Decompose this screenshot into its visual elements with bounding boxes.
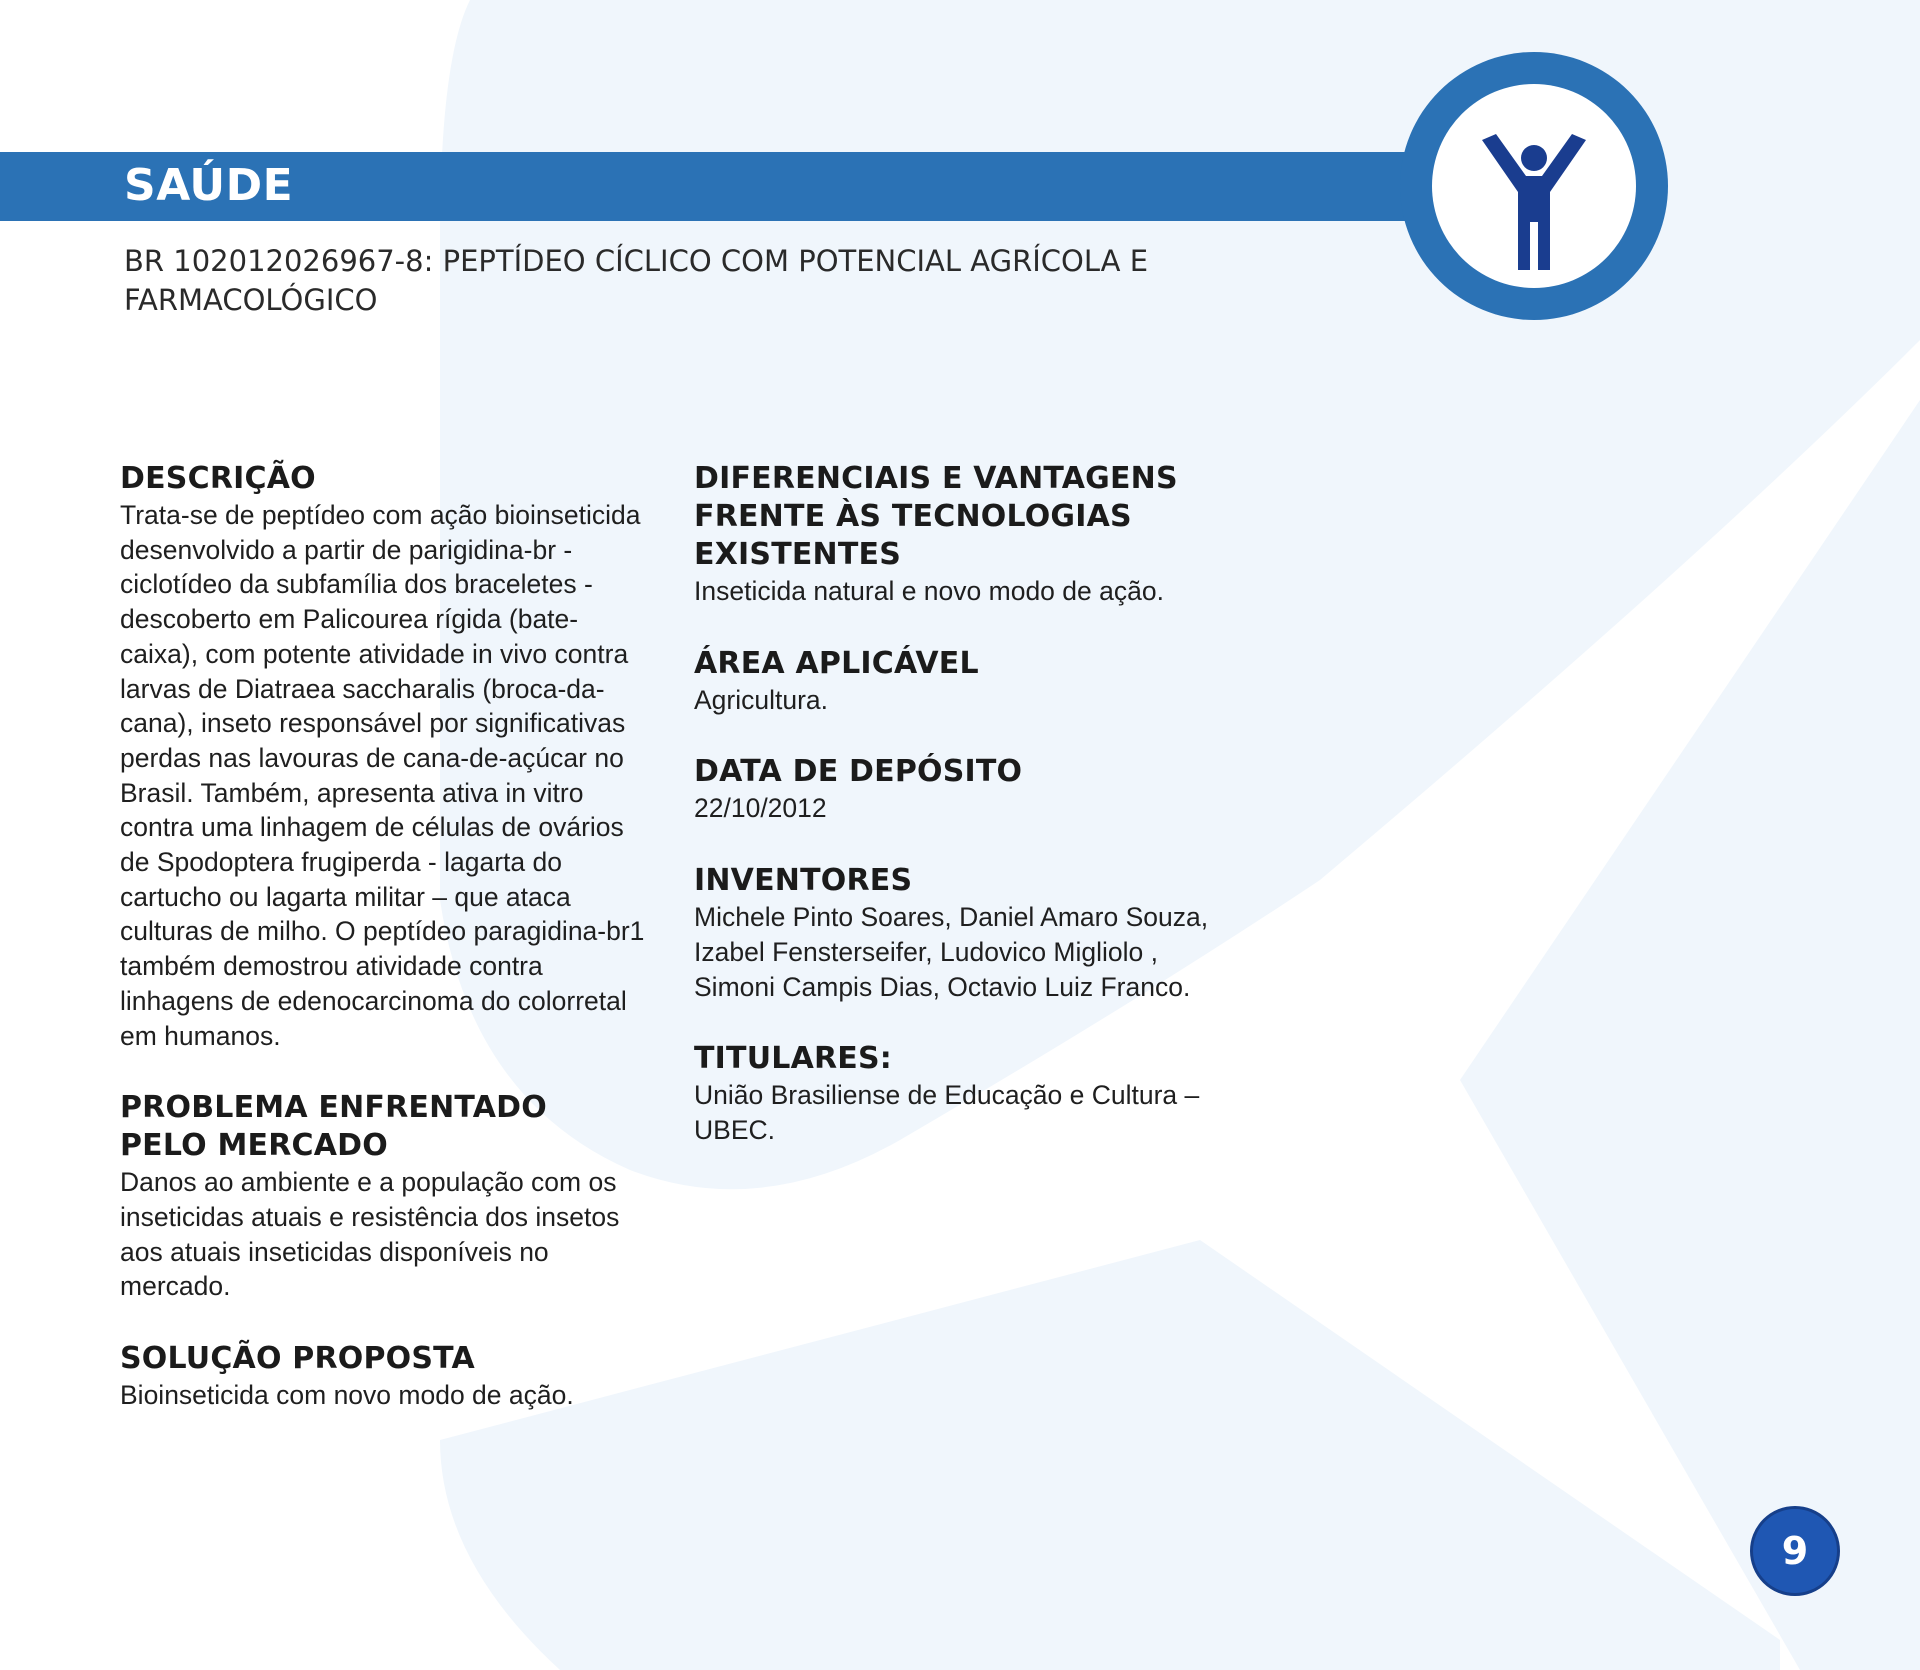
person-arms-raised-icon xyxy=(1432,84,1636,288)
section-data-deposito xyxy=(694,753,1254,826)
right-column xyxy=(694,460,1254,1148)
section-solucao xyxy=(120,1340,650,1413)
section-heading: DATA DE DEPÓSITO xyxy=(694,754,1023,790)
section-text: Agricultura. xyxy=(694,684,829,715)
section-area-aplicavel xyxy=(694,645,1254,718)
patent-title: BR 102012026967-8: PEPTÍDEO CÍCLICO COM POTENCIAL AGRÍCOLA E FARMACOLÓGICO xyxy=(124,244,1149,317)
section-diferenciais xyxy=(694,460,1254,609)
category-emblem xyxy=(1400,52,1668,320)
section-text: União Brasiliense de Educação e Cultura – UBEC. xyxy=(694,1080,1200,1145)
section-heading: PROBLEMA ENFRENTADO PELO MERCADO xyxy=(120,1090,547,1164)
section-text: Bioinseticida com novo modo de ação. xyxy=(120,1380,574,1411)
section-text: 22/10/2012 xyxy=(694,793,827,824)
page-number-badge xyxy=(1750,1506,1840,1596)
section-text: Michele Pinto Soares, Daniel Amaro Souza, Izabel Fensterseifer, Ludovico Migliolo , Simoni Campis Dias, Octavio Luiz Franco. xyxy=(694,902,1209,1002)
section-inventores xyxy=(694,862,1254,1004)
section-descricao xyxy=(120,460,650,1053)
left-column xyxy=(120,460,650,1413)
section-heading: DESCRIÇÃO xyxy=(120,461,316,496)
section-heading: TITULARES: xyxy=(694,1041,892,1077)
section-text: Trata-se de peptídeo com ação bioinseticida desenvolvido a partir de parigidina-br - ciclotídeo da subfamília dos braceletes - descoberto em Palicourea rígida (bate-caixa), com potente atividade in vivo contra larvas de Diatraea saccharalis (broca-da-cana), inseto responsável por significativas perdas nas lavouras de cana-de-açúcar no Brasil. Também, apresenta ativa in vitro contra uma linhagem de células de ovários de Spodoptera frugiperda - lagarta do cartucho ou lagarta militar – que ataca culturas de milho. O peptídeo paragidina-br1 também demostrou atividade contra linhagens de edenocarcinoma do colorretal em humanos. xyxy=(120,500,645,1051)
section-text: Danos ao ambiente e a população com os inseticidas atuais e resistência dos insetos aos atuais inseticidas disponíveis no mercado. xyxy=(120,1167,620,1302)
section-heading: DIFERENCIAIS E VANTAGENS FRENTE ÀS TECNOLOGIAS EXISTENTES xyxy=(694,461,1178,572)
section-heading: ÁREA APLICÁVEL xyxy=(694,645,979,681)
page-number: 9 xyxy=(1781,1529,1809,1573)
section-problema xyxy=(120,1089,650,1304)
section-text: Inseticida natural e novo modo de ação. xyxy=(694,576,1164,606)
section-titulares xyxy=(694,1040,1254,1147)
section-heading: SOLUÇÃO PROPOSTA xyxy=(120,1341,475,1377)
emblem-inner-circle xyxy=(1432,84,1636,288)
section-heading: INVENTORES xyxy=(694,863,913,899)
category-title: SAÚDE xyxy=(124,160,294,211)
